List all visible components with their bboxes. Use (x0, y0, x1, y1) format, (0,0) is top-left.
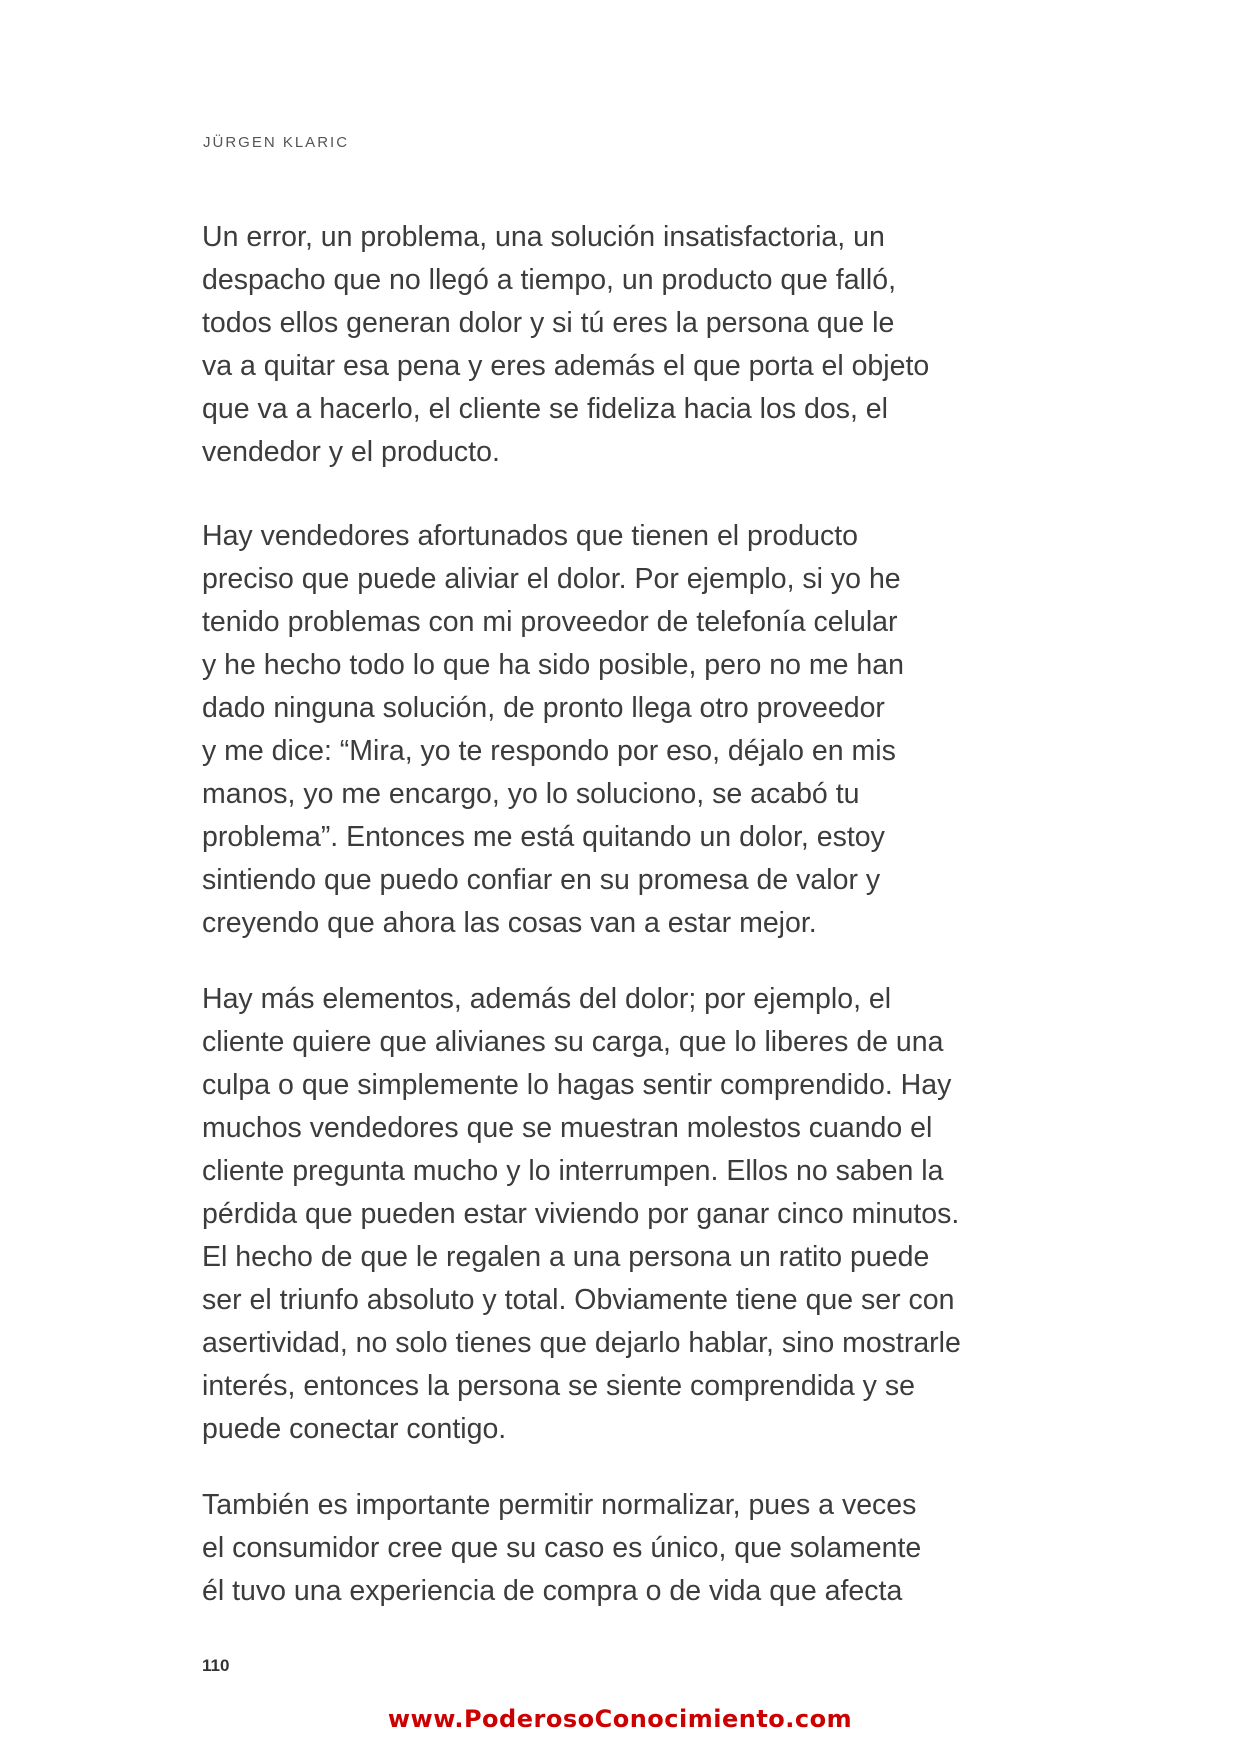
paragraph-line: todos ellos generan dolor y si tú eres la persona que le (202, 307, 895, 339)
paragraph-line: culpa o que simplemente lo hagas sentir comprendido. Hay (202, 1069, 952, 1101)
paragraph-line: y me dice: “Mira, yo te respondo por eso, déjalo en mis (202, 735, 896, 767)
paragraph-line: Hay más elementos, además del dolor; por ejemplo, el (202, 983, 892, 1015)
paragraph-line: También es importante permitir normalizar, pues a veces (202, 1489, 917, 1521)
running-header-author: JÜRGEN KLARIC (203, 134, 350, 151)
paragraph-line: vendedor y el producto. (202, 436, 500, 468)
paragraph-line: el consumidor cree que su caso es único, que solamente (202, 1532, 922, 1564)
page-number: 110 (202, 1656, 230, 1675)
paragraph (202, 978, 1042, 1451)
paragraph-line: manos, yo me encargo, yo lo soluciono, se acabó tu (202, 778, 860, 810)
paragraph-line: dado ninguna solución, de pronto llega otro proveedor (202, 692, 885, 724)
paragraph-line: El hecho de que le regalen a una persona un ratito puede (202, 1241, 930, 1273)
paragraph-line: él tuvo una experiencia de compra o de vida que afecta (202, 1575, 903, 1607)
paragraph-line: asertividad, no solo tienes que dejarlo hablar, sino mostrarle (202, 1327, 961, 1359)
paragraph-line: va a quitar esa pena y eres además el que porta el objeto (202, 350, 930, 382)
paragraph-line: tenido problemas con mi proveedor de telefonía celular (202, 606, 898, 638)
paragraph-line: cliente quiere que alivianes su carga, que lo liberes de una (202, 1026, 944, 1058)
paragraph-line: despacho que no llegó a tiempo, un producto que falló, (202, 264, 897, 296)
watermark-link[interactable]: www.PoderosoConocimiento.com (387, 1705, 853, 1733)
paragraph-line: preciso que puede aliviar el dolor. Por ejemplo, si yo he (202, 563, 901, 595)
paragraph-line: Un error, un problema, una solución insatisfactoria, un (202, 221, 885, 253)
paragraph-line: cliente pregunta mucho y lo interrumpen. Ellos no saben la (202, 1155, 944, 1187)
paragraph (202, 216, 1042, 474)
paragraph-line: problema”. Entonces me está quitando un dolor, estoy (202, 821, 885, 853)
paragraph-line: puede conectar contigo. (202, 1413, 507, 1445)
paragraph (202, 515, 1042, 945)
paragraph-line: Hay vendedores afortunados que tienen el producto (202, 520, 858, 552)
paragraph-line: sintiendo que puedo confiar en su promesa de valor y (202, 864, 881, 896)
paragraph-line: pérdida que pueden estar viviendo por ganar cinco minutos. (202, 1198, 960, 1230)
paragraph-line: y he hecho todo lo que ha sido posible, pero no me han (202, 649, 904, 681)
paragraph-line: interés, entonces la persona se siente comprendida y se (202, 1370, 915, 1402)
paragraph-line: que va a hacerlo, el cliente se fideliza hacia los dos, el (202, 393, 888, 425)
paragraph (202, 1484, 1042, 1613)
paragraph-line: ser el triunfo absoluto y total. Obviamente tiene que ser con (202, 1284, 955, 1316)
paragraph-line: muchos vendedores que se muestran molestos cuando el (202, 1112, 933, 1144)
paragraph-line: creyendo que ahora las cosas van a estar mejor. (202, 907, 817, 939)
